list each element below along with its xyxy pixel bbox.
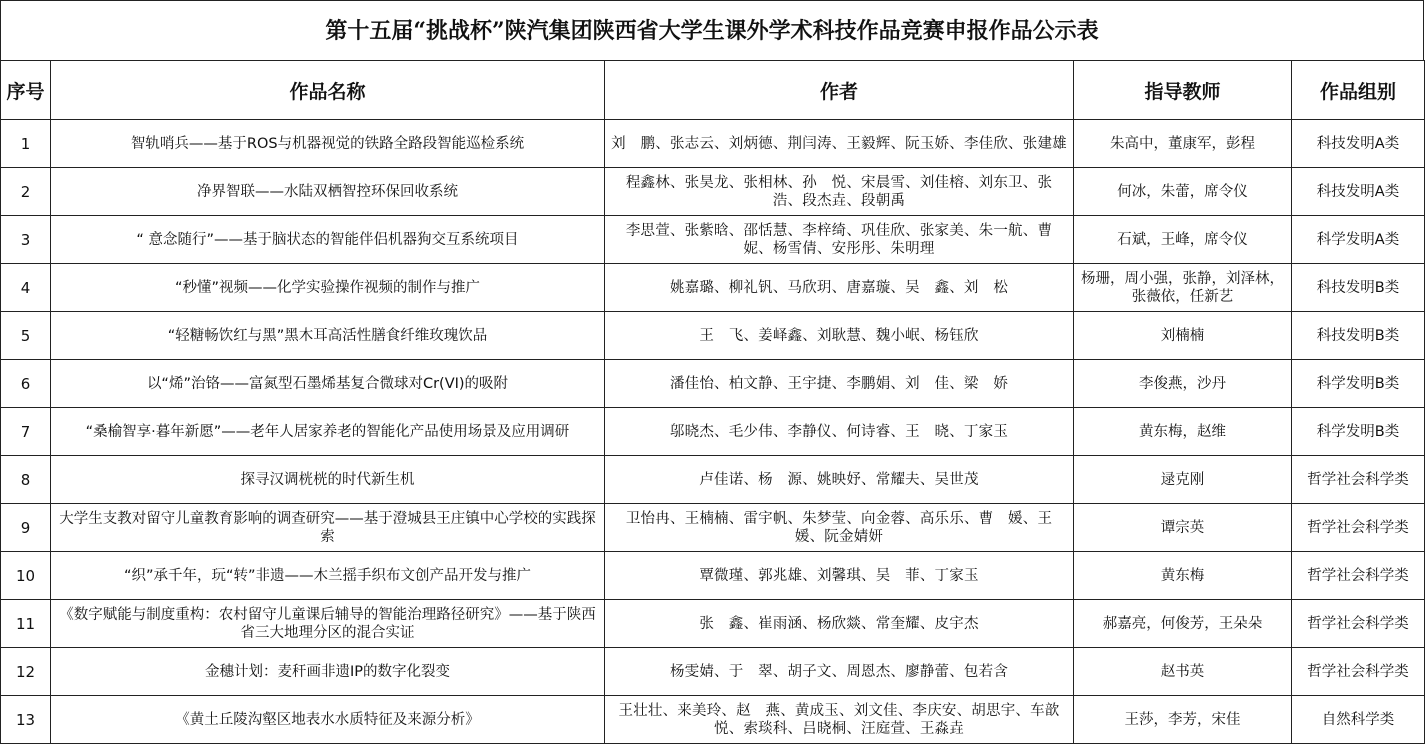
cell-work-name: “秒懂”视频——化学实验操作视频的制作与推广: [51, 264, 605, 312]
cell-number: 8: [1, 456, 51, 504]
cell-number: 13: [1, 696, 51, 744]
cell-number: 6: [1, 360, 51, 408]
cell-group: 科学发明B类: [1292, 408, 1425, 456]
table-row: [1, 168, 1425, 216]
table-row: [1, 408, 1425, 456]
cell-advisors: 谭宗英: [1074, 504, 1292, 552]
table-row: [1, 696, 1425, 744]
page-title: 第十五届“挑战杯”陕汽集团陕西省大学生课外学术科技作品竞赛申报作品公示表: [0, 0, 1424, 60]
header-group: 作品组别: [1292, 61, 1425, 120]
works-table: [0, 60, 1425, 744]
cell-work-name: 智轨哨兵——基于ROS与机器视觉的铁路全路段智能巡检系统: [51, 120, 605, 168]
cell-advisors: 刘楠楠: [1074, 312, 1292, 360]
table-row: [1, 312, 1425, 360]
header-work-name: 作品名称: [51, 61, 605, 120]
cell-work-name: 金穗计划：麦秆画非遗IP的数字化裂变: [51, 648, 605, 696]
cell-authors: 姚嘉璐、柳礼钒、马欣玥、唐嘉璇、吴 鑫、刘 松: [605, 264, 1074, 312]
cell-work-name: 《数字赋能与制度重构：农村留守儿童课后辅导的智能治理路径研究》——基于陕西省三大地理分区的混合实证: [51, 600, 605, 648]
cell-authors: 卢佳诺、杨 源、姚映妤、常耀夫、吴世茂: [605, 456, 1074, 504]
cell-number: 5: [1, 312, 51, 360]
cell-number: 12: [1, 648, 51, 696]
cell-advisors: 石斌，王峰，席令仪: [1074, 216, 1292, 264]
cell-authors: 潘佳怡、柏文静、王宇捷、李鹏娟、刘 佳、梁 娇: [605, 360, 1074, 408]
table-row: [1, 648, 1425, 696]
cell-advisors: 赵书英: [1074, 648, 1292, 696]
cell-group: 科技发明A类: [1292, 120, 1425, 168]
cell-authors: 覃微瑾、郭兆雄、刘馨琪、吴 菲、丁家玉: [605, 552, 1074, 600]
cell-group: 哲学社会科学类: [1292, 648, 1425, 696]
cell-number: 9: [1, 504, 51, 552]
table-row: [1, 600, 1425, 648]
cell-advisors: 黄东梅: [1074, 552, 1292, 600]
cell-number: 10: [1, 552, 51, 600]
cell-work-name: “轻糖畅饮红与黑”黑木耳高活性膳食纤维玫瑰饮品: [51, 312, 605, 360]
cell-advisors: 朱高中，董康军，彭程: [1074, 120, 1292, 168]
cell-work-name: “桑榆智享·暮年新愿”——老年人居家养老的智能化产品使用场景及应用调研: [51, 408, 605, 456]
cell-advisors: 郝嘉亮，何俊芳，王朵朵: [1074, 600, 1292, 648]
table-row: [1, 120, 1425, 168]
cell-advisors: 李俊燕，沙丹: [1074, 360, 1292, 408]
cell-work-name: 以“烯”治铬——富氮型石墨烯基复合微球对Cr(VI)的吸附: [51, 360, 605, 408]
table-header-row: [1, 61, 1425, 120]
header-authors: 作者: [605, 61, 1074, 120]
cell-number: 4: [1, 264, 51, 312]
cell-group: 科学发明A类: [1292, 216, 1425, 264]
cell-work-name: 大学生支教对留守儿童教育影响的调查研究——基于澄城县王庄镇中心学校的实践探索: [51, 504, 605, 552]
cell-group: 哲学社会科学类: [1292, 504, 1425, 552]
cell-authors: 王 飞、姜峄鑫、刘耿慧、魏小岷、杨钰欣: [605, 312, 1074, 360]
cell-work-name: 净界智联——水陆双栖智控环保回收系统: [51, 168, 605, 216]
cell-group: 科学发明B类: [1292, 360, 1425, 408]
cell-authors: 邬晓杰、毛少伟、李静仪、何诗睿、王 晓、丁家玉: [605, 408, 1074, 456]
cell-group: 哲学社会科学类: [1292, 552, 1425, 600]
cell-advisors: 何冰，朱蕾，席令仪: [1074, 168, 1292, 216]
cell-authors: 杨雯婧、于 翠、胡子文、周恩杰、廖静蕾、包若含: [605, 648, 1074, 696]
cell-number: 7: [1, 408, 51, 456]
cell-number: 2: [1, 168, 51, 216]
cell-work-name: 《黄土丘陵沟壑区地表水水质特征及来源分析》: [51, 696, 605, 744]
cell-authors: 李思萱、张紫晗、邵恬慧、李梓绮、巩佳欣、张家美、朱一航、曹 妮、杨雪倩、安彤彤、朱明理: [605, 216, 1074, 264]
cell-authors: 刘 鹏、张志云、刘炳德、荆闫涛、王毅辉、阮玉娇、李佳欣、张建雄: [605, 120, 1074, 168]
cell-group: 科技发明B类: [1292, 264, 1425, 312]
cell-number: 3: [1, 216, 51, 264]
table-row: [1, 504, 1425, 552]
table-row: [1, 264, 1425, 312]
table-row: [1, 456, 1425, 504]
cell-advisors: 杨珊，周小强，张静，刘泽林，张薇依，任新艺: [1074, 264, 1292, 312]
cell-authors: 程鑫林、张昊龙、张相林、孙 悦、宋晨雪、刘佳榕、刘东卫、张 浩、段杰垚、段朝禹: [605, 168, 1074, 216]
cell-group: 自然科学类: [1292, 696, 1425, 744]
table-row: [1, 360, 1425, 408]
cell-authors: 张 鑫、崔雨涵、杨欣燚、常奎耀、皮宇杰: [605, 600, 1074, 648]
cell-work-name: “织”承千年，玩“转”非遗——木兰摇手织布文创产品开发与推广: [51, 552, 605, 600]
cell-work-name: “ 意念随行”——基于脑状态的智能伴侣机器狗交互系统项目: [51, 216, 605, 264]
cell-group: 科技发明B类: [1292, 312, 1425, 360]
cell-group: 哲学社会科学类: [1292, 600, 1425, 648]
cell-number: 11: [1, 600, 51, 648]
cell-number: 1: [1, 120, 51, 168]
table-row: [1, 552, 1425, 600]
table-row: [1, 216, 1425, 264]
cell-advisors: 逯克刚: [1074, 456, 1292, 504]
cell-group: 科技发明A类: [1292, 168, 1425, 216]
cell-advisors: 黄东梅，赵维: [1074, 408, 1292, 456]
cell-group: 哲学社会科学类: [1292, 456, 1425, 504]
cell-authors: 卫怡冉、王楠楠、雷宇帆、朱梦莹、向金蓉、高乐乐、曹 媛、王 媛、阮金婧妍: [605, 504, 1074, 552]
header-number: 序号: [1, 61, 51, 120]
cell-work-name: 探寻汉调桄桄的时代新生机: [51, 456, 605, 504]
header-advisors: 指导教师: [1074, 61, 1292, 120]
cell-authors: 王壮壮、来美玲、赵 燕、黄成玉、刘文佳、李庆安、胡思宇、车歆悦、索琰科、吕晓桐、汪庭萱、王淼垚: [605, 696, 1074, 744]
cell-advisors: 王莎，李芳，宋佳: [1074, 696, 1292, 744]
